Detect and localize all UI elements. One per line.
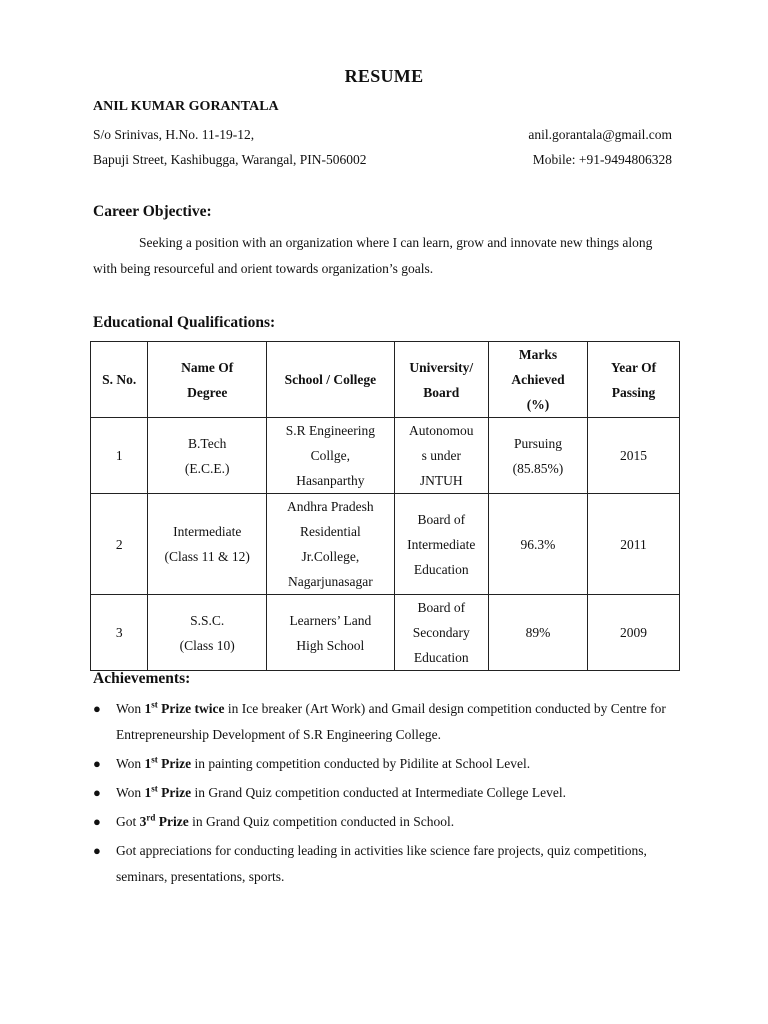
table-cell-text: 3	[115, 625, 123, 640]
achievement-prize: Prize	[155, 814, 189, 829]
achievement-rank-suffix: rd	[146, 812, 156, 823]
table-cell-text: 2	[115, 536, 123, 552]
column-header-text: School / College	[284, 372, 377, 387]
column-header-text: Year Of	[610, 359, 657, 375]
table-cell-text: (85.85%)	[512, 460, 564, 476]
achievement-detail: in Grand Quiz competition conducted at Intermediate College Level.	[191, 785, 567, 800]
table-cell	[488, 418, 587, 494]
table-cell	[588, 418, 680, 494]
address-line-1: S/o Srinivas, H.No. 11-19-12,	[93, 127, 255, 142]
mobile-number: Mobile: +91-9494806328	[532, 152, 672, 167]
column-header	[148, 342, 267, 418]
table-cell-text: (Class 10)	[179, 637, 235, 653]
table-cell-text: 89%	[525, 625, 551, 640]
table-cell-text: Nagarjunasagar	[287, 574, 373, 589]
table-cell	[148, 595, 267, 671]
bullet-icon: ●	[93, 701, 101, 716]
achievement-item	[93, 696, 673, 748]
table-cell	[267, 494, 395, 595]
column-header-text: Passing	[611, 384, 656, 400]
column-header	[394, 342, 488, 418]
column-header	[588, 342, 680, 418]
achievements-heading: Achievements:	[93, 670, 191, 687]
achievements-list	[93, 696, 673, 893]
address-line-2: Bapuji Street, Kashibugga, Warangal, PIN-506002	[93, 152, 367, 167]
achievement-item	[93, 780, 673, 806]
achievement-item	[93, 751, 673, 777]
achievement-prize: Prize	[157, 756, 192, 771]
achievement-rank-suffix: st	[151, 754, 158, 765]
table-cell-text: S.S.C.	[190, 612, 225, 628]
education-table	[90, 341, 680, 671]
table-cell	[148, 494, 267, 595]
candidate-name: ANIL KUMAR GORANTALA	[93, 99, 279, 114]
table-cell-text: B.Tech	[188, 435, 227, 451]
table-cell	[488, 494, 587, 595]
column-header-text: University/	[409, 359, 474, 375]
email-address: anil.gorantala@gmail.com	[528, 127, 672, 142]
table-cell-text: JNTUH	[419, 473, 463, 488]
column-header	[267, 342, 395, 418]
table-cell-text: 96.3%	[520, 536, 556, 552]
bullet-icon: ●	[93, 756, 101, 771]
achievement-text: Won	[116, 701, 145, 716]
table-cell-text: 2011	[620, 536, 647, 552]
achievement-text: Won	[116, 756, 145, 771]
table-row	[91, 494, 680, 595]
achievement-detail: in painting competition conducted by Pidilite at School Level.	[191, 756, 531, 771]
table-cell-text: Board of	[417, 600, 466, 615]
achievement-prize: Prize	[157, 785, 192, 800]
table-cell-text: High School	[296, 637, 365, 653]
column-header-text: Achieved	[511, 372, 565, 387]
achievement-item	[93, 838, 673, 890]
table-cell-text: Intermediate	[407, 536, 476, 552]
table-cell-text: Collge,	[310, 448, 351, 463]
table-cell	[91, 494, 148, 595]
table-cell-text: (E.C.E.)	[184, 460, 230, 476]
table-cell-text: s under	[421, 448, 461, 463]
table-cell-text: 2015	[620, 448, 648, 463]
table-cell-text: Education	[413, 561, 469, 577]
achievement-rank-suffix: st	[151, 699, 158, 710]
career-objective-text: Seeking a position with an organization where I can learn, grow and innovate new things along with being resourceful and orient towards organization’s goals.	[93, 235, 653, 276]
table-cell	[267, 418, 395, 494]
achievement-text: Got	[116, 814, 140, 829]
achievement-text: Won	[116, 785, 145, 800]
column-header-text: (%)	[526, 397, 550, 412]
table-row	[91, 418, 680, 494]
education-table-body	[91, 418, 680, 671]
table-row	[91, 595, 680, 671]
table-cell	[394, 494, 488, 595]
achievement-item	[93, 809, 673, 835]
table-cell-text: Board of	[417, 511, 466, 527]
table-cell-text: (Class 11 & 12)	[164, 549, 250, 564]
table-cell-text: Education	[413, 650, 469, 665]
table-cell	[148, 418, 267, 494]
table-cell	[91, 595, 148, 671]
table-cell-text: Secondary	[412, 625, 470, 640]
bullet-icon: ●	[93, 814, 101, 829]
education-heading: Educational Qualifications:	[93, 314, 276, 331]
table-cell-text: Autonomou	[409, 423, 474, 438]
table-cell-text: 2009	[620, 625, 648, 640]
table-cell	[91, 418, 148, 494]
table-cell	[488, 595, 587, 671]
column-header-text: Board	[423, 384, 460, 400]
column-header-text: Degree	[187, 384, 228, 400]
achievement-rank: 1	[144, 701, 152, 716]
achievement-rank: 1	[144, 785, 152, 800]
column-header	[488, 342, 587, 418]
achievement-rank-suffix: st	[151, 783, 158, 794]
table-cell-text: Jr.College,	[301, 549, 360, 564]
career-objective-heading: Career Objective:	[93, 203, 212, 220]
education-table-header-row	[91, 342, 680, 418]
table-cell-text: S.R Engineering	[285, 423, 375, 438]
table-cell-text: Hasanparthy	[296, 473, 365, 488]
table-cell-text: Residential	[299, 524, 361, 539]
table-cell	[588, 494, 680, 595]
column-header-text: Marks	[518, 347, 558, 362]
resume-title: RESUME	[344, 66, 424, 86]
table-cell	[394, 418, 488, 494]
achievement-rank: 1	[144, 756, 152, 771]
column-header-text: Name Of	[181, 359, 234, 375]
table-cell	[588, 595, 680, 671]
table-cell	[394, 595, 488, 671]
achievement-rank: 3	[139, 814, 147, 829]
table-cell-text: Learners’ Land	[289, 612, 372, 628]
achievement-detail: in Grand Quiz competition conducted in School.	[188, 814, 455, 829]
column-header	[91, 342, 148, 418]
achievement-prize: Prize twice	[157, 701, 225, 716]
bullet-icon: ●	[93, 843, 101, 858]
table-cell-text: Intermediate	[173, 524, 242, 539]
achievement-detail: in Ice breaker (Art Work) and Gmail design competition conducted by Centre for Entrepreneurship Development of S.R Engineering College.	[116, 701, 666, 742]
table-cell	[267, 595, 395, 671]
column-header-text: S. No.	[102, 372, 137, 387]
achievement-text: Got appreciations for conducting leading in activities like science fare projects, quiz competitions, seminars, presentations, sports.	[116, 843, 647, 884]
table-cell-text: Pursuing	[513, 435, 562, 451]
table-cell-text: 1	[115, 448, 123, 463]
table-cell-text: Andhra Pradesh	[287, 499, 374, 514]
bullet-icon: ●	[93, 785, 101, 800]
